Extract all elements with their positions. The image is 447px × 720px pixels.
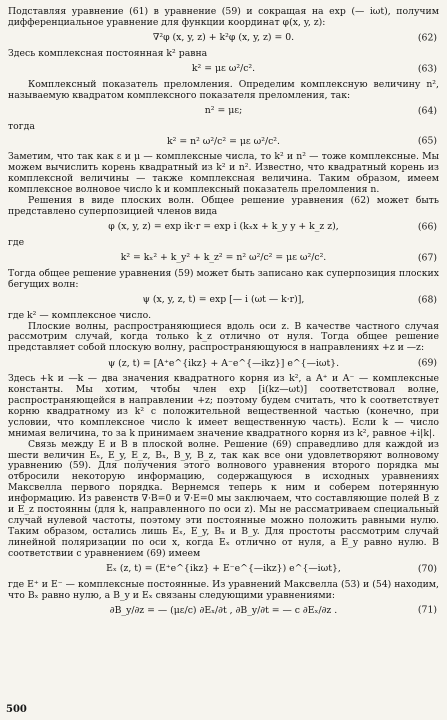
equation-number: (67) (417, 252, 437, 264)
equation-formula: ∇²φ (x, y, z) + k²φ (x, y, z) = 0. (152, 32, 295, 44)
equation-number: (71) (417, 604, 437, 616)
paragraph: Подставляя уравнение (61) в уравнение (59) и сокращая на exp (— iωt), получим дифференциальное уравнение для функции координат φ(x, y, z): (8, 6, 439, 28)
connector-text: где k² — комплексное число. (8, 309, 152, 321)
equation (8, 105, 439, 119)
connector-text: где (8, 236, 25, 248)
equation-number: (64) (417, 105, 437, 117)
paragraph: Заметим, что так как ε и μ — комплексные числа, то k² и n² — тоже комплексные. Мы можем вычислить корень квадратный из k² и n². Известно, что квадратный корень из комплексной величины — также комплексная величина. Таким образом, имеем комплексное волновое число k и комплексный показатель преломления n. (8, 151, 439, 196)
equation-number: (66) (417, 221, 437, 233)
equation-formula: ψ (x, y, z, t) = exp [— i (ωt — k·r)], (142, 294, 305, 306)
equation-number: (63) (417, 63, 437, 75)
equation-number: (69) (417, 357, 437, 369)
equation (8, 135, 439, 149)
equation (8, 604, 439, 618)
equation-formula: n² = με; (204, 105, 243, 117)
connector-text: тогда (8, 120, 35, 132)
equation (8, 32, 439, 46)
paragraph: где E⁺ и E⁻ — комплексные постоянные. Из уравнений Максвелла (53) и (54) находим, что Bₓ равно нулю, а B_y и Eₓ связаны следующими уравнениями: (8, 578, 439, 601)
equation-formula: k² = με ω²/c². (191, 63, 256, 75)
equation (8, 221, 439, 235)
equation (8, 252, 439, 266)
equation-number: (68) (417, 294, 437, 306)
equation-number: (62) (417, 32, 437, 44)
equation-formula: Eₓ (z, t) = (E⁺e^{ikz} + E⁻e^{—ikz}) e^{—iωt}, (106, 563, 341, 575)
equation-formula: ψ (z, t) = [A⁺e^{ikz} + A⁻e^{—ikz}] e^{—iωt}. (107, 357, 340, 369)
equation-number: (65) (417, 135, 437, 147)
paragraph: Здесь +k и —k — два значения квадратного корня из k², а A⁺ и A⁻ — комплексные константы. Мы хотим, чтобы член exp [i(kz—ωt)] соответствовал волне, распространяющейся в направлении +z; поэтому будем считать, что k соответствует корню квадратному из k² с положительной вещественной частью (конечно, при условии, что комплексное число k имеет вещественную часть). Если k — число мнимая величина, то за k принимаем значение квадратного корня из k², равное +i|k|. (8, 373, 439, 439)
paragraph: Здесь комплексная постоянная k² равна (8, 47, 208, 59)
page-number: 500 (6, 704, 27, 716)
paragraph: Решения в виде плоских волн. Общее решение уравнения (62) может быть представлено суперпозицией членов вида (8, 195, 439, 217)
equation (8, 63, 439, 77)
equation-formula: ∂B_y/∂z = — (με/c) ∂Eₓ/∂t , ∂B_y/∂t = — c ∂Eₓ/∂z . (109, 604, 338, 616)
paragraph: Плоские волны, распространяющиеся вдоль оси z. В качестве частного случая рассмотрим случай, когда только k_z отлично от нуля. Тогда общее решение представляет собой плоскую волну, распространяющуюся в направлениях +z и —z: (8, 320, 439, 354)
equation-number: (70) (417, 563, 437, 575)
equation-formula: k² = kₓ² + k_y² + k_z² = n² ω²/c² = με ω²/c². (120, 252, 327, 264)
paragraph: Связь между E и B в плоской волне. Решение (69) справедливо для каждой из шести величин Eₓ, E_y, E_z, Bₓ, B_y, B_z, так как все они удовлетворяют волновому уравнению (59). Для получения этого волнового уравнения второго порядка мы отбросили некоторую информацию, содержащуюся в исходных уравнениях Максвелла первого порядка. Вернемся теперь к ним и соберем потерянную информацию. Из равенств ∇·B=0 и ∇·E=0 мы заключаем, что составляющие полей B_z и E_z постоянны (для k, направленного по оси z). Мы не рассматриваем специальный случай нулевой частоты, поэтому эти постоянные можно положить равными нулю. Таким образом, остались лишь Eₓ, E_y, Bₓ и B_y. Для простоты рассмотрим случай линейной поляризации по оси x, когда Eₓ отлично от нуля, а E_y равно нулю. В соответствии с уравнением (69) имеем (8, 438, 439, 559)
paragraph: Комплексный показатель преломления. Определим комплексную величину n², называемую квадратом комплексного показателя преломления, так: (8, 78, 439, 101)
equation (8, 357, 439, 371)
equation (8, 294, 439, 308)
equation (8, 563, 439, 577)
equation-formula: φ (x, y, z) = exp ik·r = exp i (kₓx + k_y y + k_z z), (108, 221, 339, 233)
equation-formula: k² = n² ω²/c² = με ω²/c². (167, 135, 280, 147)
paragraph: Тогда общее решение уравнения (59) может быть записано как суперпозиция плоских бегущих волн: (8, 267, 439, 290)
